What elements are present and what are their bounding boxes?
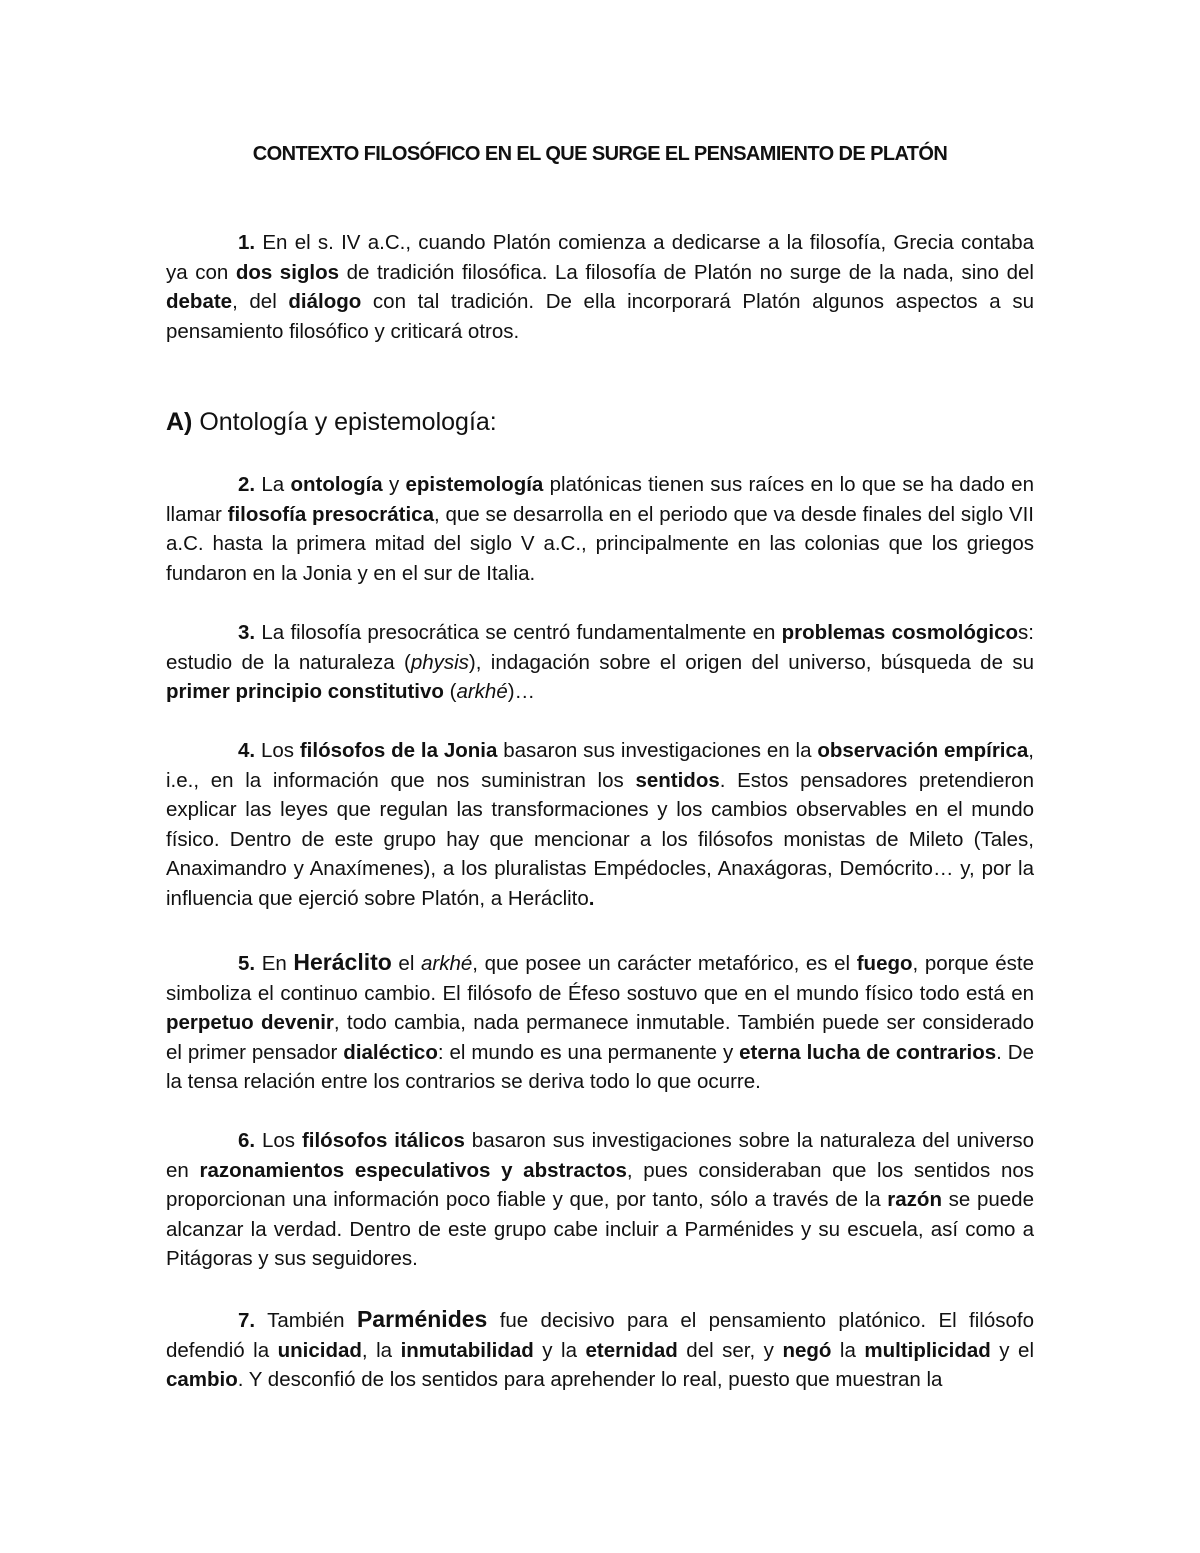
text: , que se desarrolla en el periodo que va desde finales del siglo VII a.C. hasta la primera mitad del siglo V a.C., principalmente en las colonias que los griegos fundaron en la Jonia y en el sur de Italia.: [166, 502, 1034, 585]
emphasis: Parménides: [356, 1306, 488, 1332]
emphasis: multiplicidad: [864, 1338, 991, 1362]
text: . De la tensa relación entre los contrarios se deriva todo lo que ocurre.: [166, 1040, 1034, 1093]
text: platónicas tienen sus raíces en lo que se ha dado en llamar: [166, 473, 1034, 526]
text: de tradición filosófica. La filosofía de Platón no surge de la nada, sino del: [339, 260, 1034, 284]
text: del ser, y: [677, 1338, 783, 1362]
emphasis: Heráclito: [293, 949, 392, 975]
emphasis: observación empírica: [817, 739, 1029, 762]
paragraph-1: [166, 228, 1034, 346]
paragraph-number: 7.: [238, 1309, 256, 1332]
text: el: [391, 952, 421, 975]
italic-term: physis: [410, 650, 469, 674]
text: y la: [533, 1338, 586, 1362]
text: y: [382, 473, 406, 496]
emphasis: filosofía presocrática: [227, 502, 434, 526]
text: En el s. IV a.C., cuando Platón comienza a dedicarse a la filosofía, Grecia contaba ya con: [166, 231, 1034, 284]
paragraph-4: [166, 736, 1034, 913]
text: )…: [507, 680, 536, 703]
emphasis: filósofos itálicos: [301, 1129, 465, 1152]
text: la: [831, 1338, 865, 1362]
emphasis: razón: [887, 1188, 942, 1211]
text: , todo cambia, nada permanece inmutable. También puede ser considerado el primer pensador: [166, 1011, 1035, 1064]
emphasis: razonamientos especulativos y abstractos: [199, 1158, 627, 1182]
italic-term: arkhé: [456, 680, 508, 703]
text: . Estos pensadores pretendieron explicar las leyes que regulan las transformaciones y los cambios observables en el mundo físico. Dentro de este grupo hay que mencionar a los filósofos monistas de Mileto (Tales, Anaximandro y Anaxímenes), a los pluralistas Empédocles, Anaxágoras, Demócrito… y, por la influencia que ejerció sobre Platón, a Heráclito: [166, 768, 1034, 910]
text: ), indagación sobre el origen del universo, búsqueda de su: [468, 650, 1034, 674]
emphasis: cambio: [166, 1368, 238, 1391]
emphasis: dialéctico: [343, 1040, 438, 1064]
emphasis: problemas cosmológico: [781, 621, 1019, 644]
text: basaron sus investigaciones en la: [497, 739, 818, 762]
section-heading-a: [166, 408, 497, 437]
section-title: Ontología y epistemología:: [192, 408, 497, 436]
emphasis: diálogo: [288, 290, 362, 313]
emphasis: filósofos de la Jonia: [299, 739, 498, 762]
text: basaron sus investigaciones sobre la naturaleza del universo en: [166, 1129, 1035, 1182]
document-title: CONTEXTO FILOSÓFICO EN EL QUE SURGE EL PENSAMIENTO DE PLATÓN: [252, 143, 948, 165]
text: , la: [361, 1338, 401, 1362]
text: , del: [232, 290, 289, 313]
text: s: estudio de la naturaleza (: [166, 621, 1034, 674]
text: , i.e., en la información que nos suministran los: [166, 739, 1034, 792]
emphasis: eterna lucha de contrarios: [739, 1040, 997, 1064]
emphasis: inmutabilidad: [400, 1338, 534, 1362]
emphasis: perpetuo devenir: [166, 1011, 334, 1034]
emphasis: .: [588, 886, 595, 910]
emphasis: primer principio constitutivo: [166, 680, 444, 703]
emphasis: negó: [782, 1338, 832, 1362]
text: : el mundo es una permanente y: [437, 1040, 740, 1064]
text: (: [443, 680, 457, 703]
emphasis: unicidad: [277, 1338, 362, 1362]
text: , pues consideraban que los sentidos nos proporcionan una información poco fiable y que, por tanto, sólo a través de la: [166, 1158, 1034, 1211]
paragraph-3: [166, 618, 1034, 707]
text: , que posee un carácter metafórico, es el: [472, 952, 857, 975]
text: La: [255, 473, 291, 496]
paragraph-number: 5.: [238, 952, 256, 975]
paragraph-7: [166, 1305, 1034, 1395]
emphasis: epistemología: [405, 473, 544, 496]
emphasis: fuego: [856, 952, 913, 975]
text: La filosofía presocrática se centró fundamentalmente en: [255, 621, 782, 644]
paragraph-number: 1.: [238, 231, 256, 254]
text: Los: [255, 1129, 302, 1152]
italic-term: arkhé: [421, 952, 473, 975]
text: y el: [990, 1338, 1034, 1362]
text: se puede alcanzar la verdad. Dentro de este grupo cabe incluir a Parménides y su escuela, así como a Pitágoras y sus seguidores.: [166, 1188, 1034, 1270]
section-letter: A): [166, 408, 193, 436]
paragraph-number: 6.: [238, 1129, 256, 1152]
text: fue decisivo para el pensamiento platónico. El filósofo defendió la: [166, 1309, 1035, 1362]
paragraph-number: 2.: [238, 473, 256, 496]
emphasis: sentidos: [635, 768, 720, 792]
paragraph-number: 3.: [238, 621, 256, 644]
paragraph-number: 4.: [238, 739, 256, 762]
paragraph-6: [166, 1126, 1034, 1274]
emphasis: dos siglos: [235, 260, 340, 284]
paragraph-5: [166, 948, 1034, 1097]
emphasis: eternidad: [585, 1338, 678, 1362]
text: . Y desconfió de los sentidos para aprehender lo real, puesto que muestran la: [237, 1368, 943, 1391]
text: con tal tradición. De ella incorporará Platón algunos aspectos a su pensamiento filosófico y criticará otros.: [166, 290, 1034, 343]
emphasis: ontología: [290, 473, 383, 496]
text: En: [255, 952, 294, 975]
text: También: [255, 1309, 357, 1332]
text: , porque éste simboliza el continuo cambio. El filósofo de Éfeso sostuvo que en el mundo físico todo está en: [166, 952, 1034, 1005]
text: Los: [255, 739, 300, 762]
paragraph-2: [166, 470, 1034, 588]
emphasis: debate: [166, 290, 233, 313]
